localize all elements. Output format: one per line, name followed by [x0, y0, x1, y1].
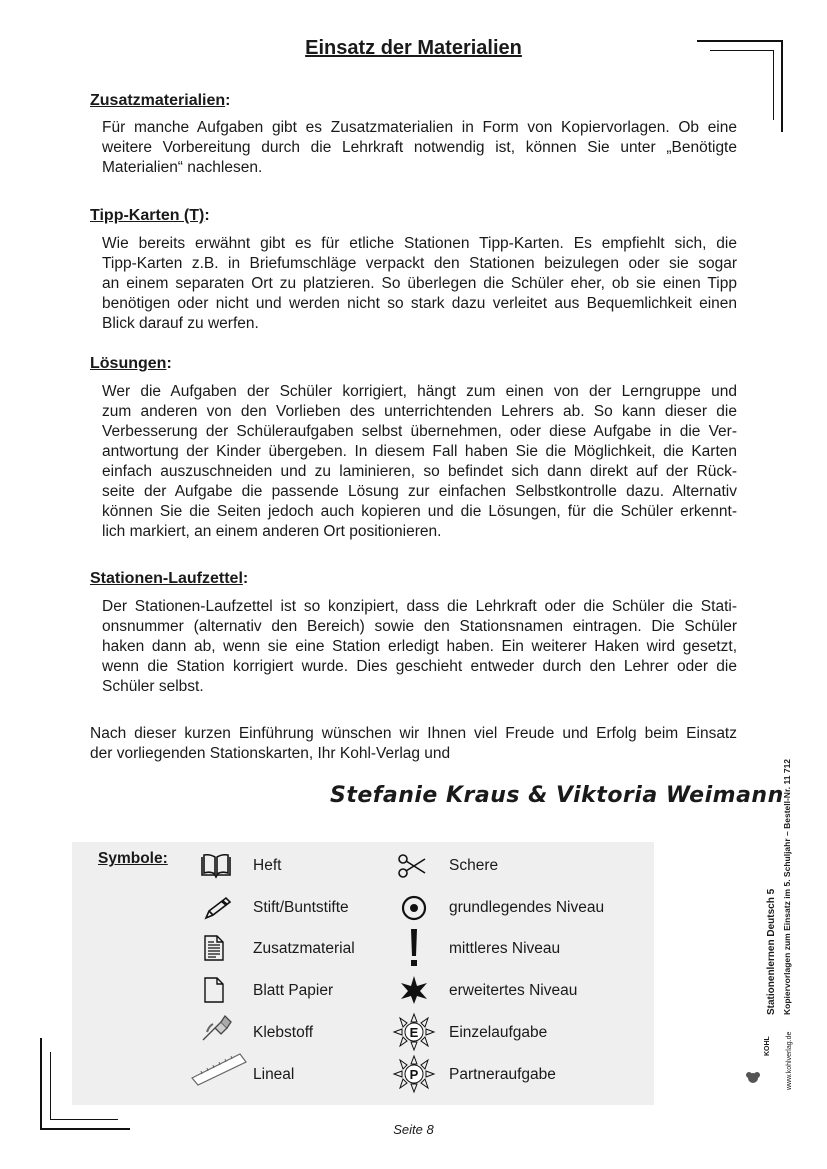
section-text-loesungen: Wer die Aufgaben der Schüler korrigiert, hängt zum einen von der Lerngruppe und zum anderen von den Vorlieben des unterrichtenden Lehrers ab. So kann dieser die Verbesserung der Schüleraufgaben selbst übernehmen, oder diese Aufgabe in die Ver- antwortung der Kinder übergeben. In diesem Fall haben Sie die Möglichkeit, die Karten einfach auszuschneiden und zu laminieren, so befindet sich dann direkt auf der Rück- seite der Aufgabe die passende Lösung zur einfachen Selbstkontrolle dazu. Alternativ können Sie die Seiten jedoch auch kopieren und die Lösungen, für die Schüler erkennt- lich markiert, an einem anderen Ort positionieren.	[102, 383, 737, 540]
publisher-logo	[744, 1056, 766, 1086]
scissors-icon	[392, 850, 432, 882]
blank-page-icon	[194, 974, 234, 1006]
section-heading-stationen-laufzettel: Stationen-Laufzettel:	[90, 570, 249, 587]
closing-text: Nach dieser kurzen Einführung wünschen wir Ihnen viel Freude und Erfolg beim Einsatz der vorliegenden Stationskarten, Ihr Kohl-Verlag und	[90, 725, 737, 762]
target-circle-icon	[394, 892, 434, 924]
symbol-label-schere: Schere	[449, 857, 499, 874]
sun-e-letter: E	[409, 1025, 419, 1040]
symbol-label-heft: Heft	[253, 857, 282, 874]
document-lines-icon	[194, 932, 234, 964]
symbol-label-grundlegendes-niveau: grundlegendes Niveau	[449, 899, 605, 916]
publisher-sidebar	[742, 760, 802, 1090]
symbol-label-stift: Stift/Buntstifte	[253, 899, 349, 916]
symbol-label-zusatzmaterial: Zusatzmaterial	[253, 940, 355, 957]
author-signature: Stefanie Kraus & Viktoria Weimann	[330, 783, 784, 808]
ruler-icon	[190, 1052, 248, 1086]
symbol-label-lineal: Lineal	[253, 1066, 295, 1083]
sun-p-letter: P	[409, 1067, 419, 1082]
side-website: www.kohlverlag.de	[786, 1031, 793, 1090]
symbol-legend-title: Symbole:	[98, 850, 168, 867]
symbol-label-klebstoff: Klebstoff	[253, 1024, 314, 1041]
page-title: Einsatz der Materialien	[305, 37, 522, 59]
symbol-label-blatt-papier: Blatt Papier	[253, 982, 334, 999]
symbol-legend-box	[72, 842, 654, 1105]
section-text-stationen-laufzettel: Der Stationen-Laufzettel ist so konzipiert, dass die Lehrkraft oder die Schüler die Stati- onsnummer (alternativ den Bereich) sowie den Stationsnamen eintragen. Die Schüler haken dann ab, wenn sie eine Station erledigt haben. Ein weiterer Haken wird gesetzt, wenn die Station korrigiert wurde. Dies geschieht entweder durch den Lehrer oder die Schüler selbst.	[102, 598, 737, 695]
glue-icon	[196, 1012, 236, 1044]
page-number: Seite 8	[393, 1122, 434, 1137]
section-heading-loesungen: Lösungen:	[90, 355, 172, 372]
section-heading-zusatzmaterialien: Zusatzmaterialien:	[90, 92, 231, 109]
symbol-label-erweitertes-niveau: erweitertes Niveau	[449, 982, 578, 999]
book-icon	[196, 850, 236, 882]
side-series-title: Stationenlernen Deutsch 5	[766, 888, 777, 1015]
symbol-label-mittleres-niveau: mittleres Niveau	[449, 940, 561, 957]
sun-e-icon	[392, 1012, 436, 1052]
exclamation-icon	[394, 928, 434, 968]
symbol-label-partneraufgabe: Partneraufgabe	[449, 1066, 556, 1083]
side-order-info: Kopiervorlagen zum Einsatz im 5. Schuljahr – Bestell-Nr. 11 712	[782, 758, 792, 1015]
star-icon	[394, 974, 434, 1006]
sun-p-icon	[392, 1054, 436, 1094]
pen-icon	[198, 892, 238, 924]
section-heading-tipp-karten: Tipp-Karten (T):	[90, 207, 210, 224]
logo-text: KOHL	[764, 1036, 771, 1056]
section-text-tipp-karten: Wie bereits erwähnt gibt es für etliche Stationen Tipp-Karten. Es empfiehlt sich, die Tipp-Karten z.B. in Briefumschläge verpackt den Stationen beizulegen oder sie sogar an einem separaten Ort zu platzieren. So überlegen die Schüler eher, ob sie einen Tipp benötigen oder nicht und werden nicht so stark dazu verleitet aus Bequemlichkeit einen Blick darauf zu werfen.	[102, 235, 737, 332]
section-text-zusatzmaterialien: Für manche Aufgaben gibt es Zusatzmaterialien in Form von Kopiervorlagen. Ob eine weitere Vorbereitung durch die Lehrkraft notwendig ist, können Sie unter „Benötigte Materialien“ nachlesen.	[102, 119, 737, 176]
symbol-label-einzelaufgabe: Einzelaufgabe	[449, 1024, 548, 1041]
